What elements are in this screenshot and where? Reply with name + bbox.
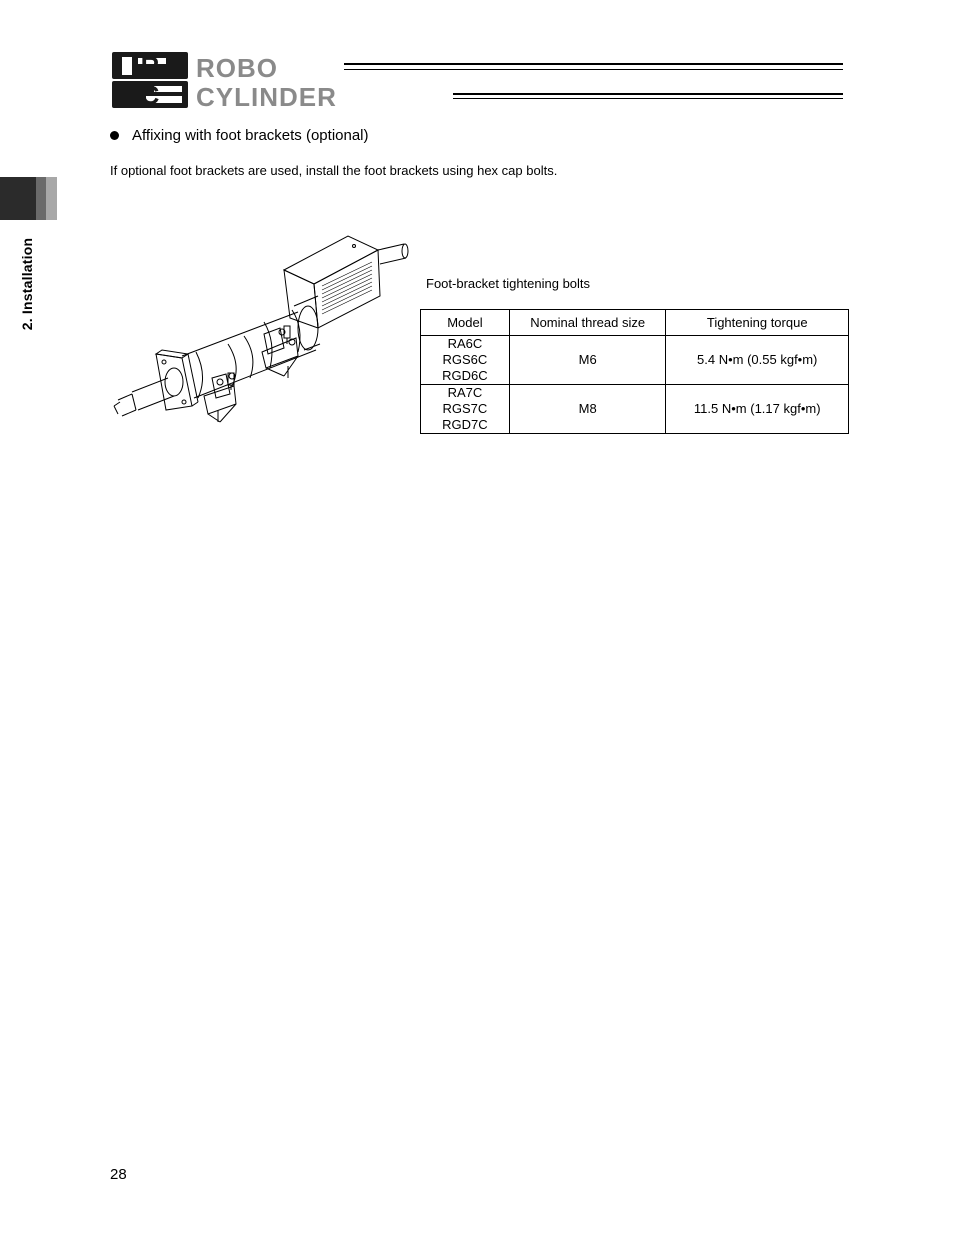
table-caption: Foot-bracket tightening bolts <box>426 276 591 291</box>
torque-cell: 5.4 N•m (0.55 kgf•m) <box>666 336 849 385</box>
instruction-paragraph: If optional foot brackets are used, install the foot brackets using hex cap bolts. <box>110 163 558 178</box>
chapter-label: 2. Installation <box>19 237 35 331</box>
header-rule <box>344 63 843 65</box>
section-heading <box>110 127 369 144</box>
table-row <box>421 385 849 434</box>
thread-size-cell: M6 <box>509 336 666 385</box>
robo-cylinder-logo <box>112 52 447 108</box>
column-header-thread-size: Nominal thread size <box>509 310 666 336</box>
chapter-tab-marker <box>46 177 57 220</box>
logo-text-robo: ROBO <box>196 53 278 83</box>
table-header-row <box>421 310 849 336</box>
tightening-torque-table <box>420 309 849 434</box>
bullet-icon <box>110 131 119 140</box>
chapter-tab-marker <box>0 177 36 220</box>
model-cell <box>421 336 510 385</box>
actuator-with-foot-brackets-drawing <box>108 228 413 424</box>
header-rule <box>344 69 843 70</box>
logo-letter-r: R <box>140 52 160 81</box>
section-heading-text: Affixing with foot brackets (optional) <box>132 127 369 144</box>
logo-letter-c: C <box>140 80 160 108</box>
logo-text-cylinder: CYLINDER <box>196 82 337 108</box>
thread-size-cell: M8 <box>509 385 666 434</box>
table-row <box>421 336 849 385</box>
torque-cell: 11.5 N•m (1.17 kgf•m) <box>666 385 849 434</box>
model-name: RA6C <box>447 336 483 351</box>
model-cell <box>421 385 510 434</box>
model-name: RGD6C <box>442 368 488 383</box>
model-name: RGD7C <box>442 417 488 432</box>
column-header-model: Model <box>421 310 510 336</box>
header-rule <box>453 98 843 99</box>
column-header-torque: Tightening torque <box>666 310 849 336</box>
model-name: RGS7C <box>442 401 488 416</box>
model-name: RA7C <box>447 385 483 400</box>
chapter-tab-marker <box>36 177 46 220</box>
header-rule <box>453 93 843 95</box>
page-number: 28 <box>110 1166 127 1183</box>
model-name: RGS6C <box>442 352 488 367</box>
